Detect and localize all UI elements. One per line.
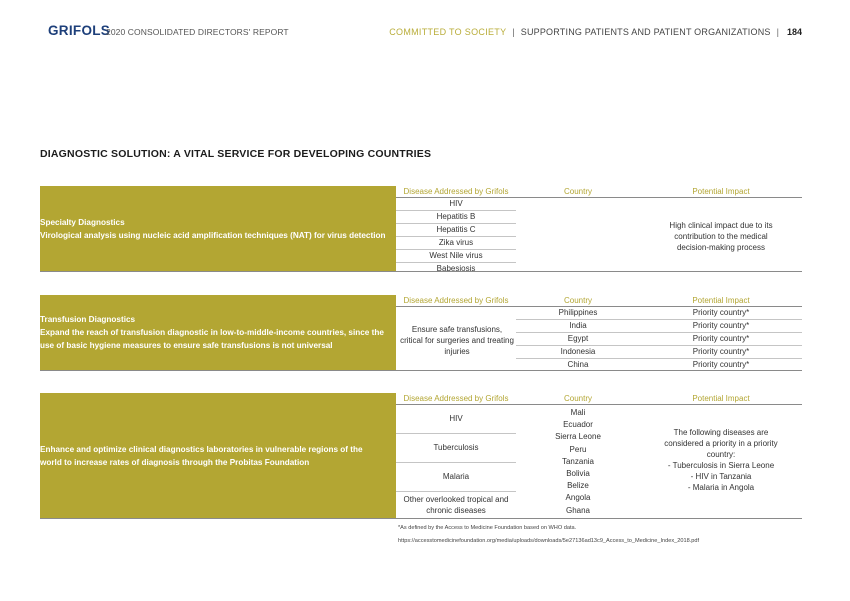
disease-row (396, 434, 516, 463)
table-row (516, 359, 802, 371)
header-impact: Potential Impact (640, 186, 802, 198)
table-row (516, 333, 802, 346)
breadcrumb: COMMITTED TO SOCIETY | SUPPORTING PATIENTS AND PATIENT ORGANIZATIONS | 184 (389, 27, 802, 37)
disease-cell: Tuberculosis (433, 443, 479, 452)
table-left-panel (40, 295, 396, 370)
page-number: 184 (786, 27, 802, 37)
transfusion-diagnostics-table (40, 295, 802, 371)
impact-column (660, 427, 782, 493)
disease-cell: West Nile virus (396, 250, 516, 263)
header-country: Country (516, 186, 640, 198)
impact-cell: - HIV in Tanzania (690, 472, 752, 481)
disease-cell: Babesiosis (436, 264, 476, 273)
impact-cell: Priority country* (692, 347, 750, 356)
disease-cell: HIV (449, 414, 463, 423)
disease-column (396, 405, 516, 520)
country-cell: Philippines (558, 308, 598, 317)
disease-cell: Zika virus (396, 237, 516, 250)
country-cell: India (569, 321, 587, 330)
table-row (516, 320, 802, 333)
section-link[interactable]: COMMITTED TO SOCIETY (389, 27, 507, 37)
country-cell: Angola (565, 493, 591, 503)
header-country: Country (516, 393, 640, 405)
disease-row (396, 492, 516, 520)
grifols-logo: GRIFOLS (48, 23, 111, 38)
country-cell: Sierra Leone (555, 432, 601, 442)
table-left-title: Transfusion Diagnostics (40, 315, 136, 324)
table-row (516, 346, 802, 359)
country-cell: Belize (567, 481, 589, 491)
disease-cell: Hepatitis B (396, 211, 516, 224)
header-disease: Disease Addressed by Grifols (396, 295, 516, 307)
impact-cell: Priority country* (692, 334, 750, 343)
table-left-desc: Enhance and optimize clinical diagnostics laboratories in vulnerable regions of the world to increase rates of diagnosis through the Probitas Foundation (40, 444, 363, 467)
country-cell: Ecuador (563, 420, 593, 430)
country-cell: China (567, 360, 589, 369)
disease-cell: Other overlooked tropical and chronic diseases (403, 495, 509, 515)
disease-row (396, 463, 516, 492)
table-left-panel (40, 186, 396, 271)
impact-cell: Priority country* (692, 308, 750, 317)
disease-cell: Malaria (442, 472, 470, 481)
header-impact: Potential Impact (640, 393, 802, 405)
subsection-link[interactable]: SUPPORTING PATIENTS AND PATIENT ORGANIZATIONS (520, 27, 771, 37)
impact-cell: Priority country* (692, 360, 750, 369)
disease-column (396, 198, 516, 275)
header-country: Country (516, 295, 640, 307)
country-cell: Indonesia (560, 347, 596, 356)
specialty-diagnostics-table (40, 186, 802, 272)
country-cell: Egypt (567, 334, 589, 343)
footnote-definition: *As defined by the Access to Medicine Foundation based on WHO data. (398, 525, 577, 531)
impact-cell: High clinical impact due to its contribution to the medical decision-making process (669, 221, 773, 252)
country-cell: Ghana (565, 505, 591, 515)
country-cell: Mali (570, 408, 586, 417)
footnote-link[interactable]: https://accesstomedicinefoundation.org/media/uploads/downloads/5e27136ad13c9_Access_to_Medicine_Index_2018.pdf (398, 538, 700, 544)
country-cell: Peru (569, 444, 587, 454)
header-impact: Potential Impact (640, 295, 802, 307)
disease-cell: Ensure safe transfusions, critical for surgeries and treating injuries (400, 325, 514, 356)
disease-cell: HIV (396, 198, 516, 211)
country-cell: Bolivia (566, 468, 590, 478)
header-disease: Disease Addressed by Grifols (396, 393, 516, 405)
impact-cell: The following diseases are considered a priority in a priority country: (664, 428, 778, 459)
header-disease: Disease Addressed by Grifols (396, 186, 516, 198)
table-row (516, 307, 802, 320)
disease-cell: Hepatitis C (396, 224, 516, 237)
table-left-desc: Expand the reach of transfusion diagnostic in low-to-middle-income countries, since the use of basic hygiene measures to ensure safe transfusions is not universal (40, 328, 384, 350)
page-title: DIAGNOSTIC SOLUTION: A VITAL SERVICE FOR DEVELOPING COUNTRIES (40, 148, 432, 160)
probitas-foundation-table (40, 393, 802, 519)
report-title: 2020 CONSOLIDATED DIRECTORS' REPORT (106, 27, 289, 37)
table-left-desc: Virological analysis using nucleic acid amplification techniques (NAT) for virus detection (40, 230, 386, 240)
table-left-title: Specialty Diagnostics (40, 217, 125, 227)
impact-cell: - Malaria in Angola (687, 483, 755, 492)
country-cell: Tanzania (561, 456, 595, 466)
impact-cell: Priority country* (692, 321, 750, 330)
country-impact-rows (516, 307, 802, 371)
disease-row (396, 405, 516, 434)
page-header (48, 24, 802, 44)
country-column (516, 407, 640, 517)
table-left-panel (40, 393, 396, 518)
impact-cell: - Tuberculosis in Sierra Leone (667, 461, 775, 470)
